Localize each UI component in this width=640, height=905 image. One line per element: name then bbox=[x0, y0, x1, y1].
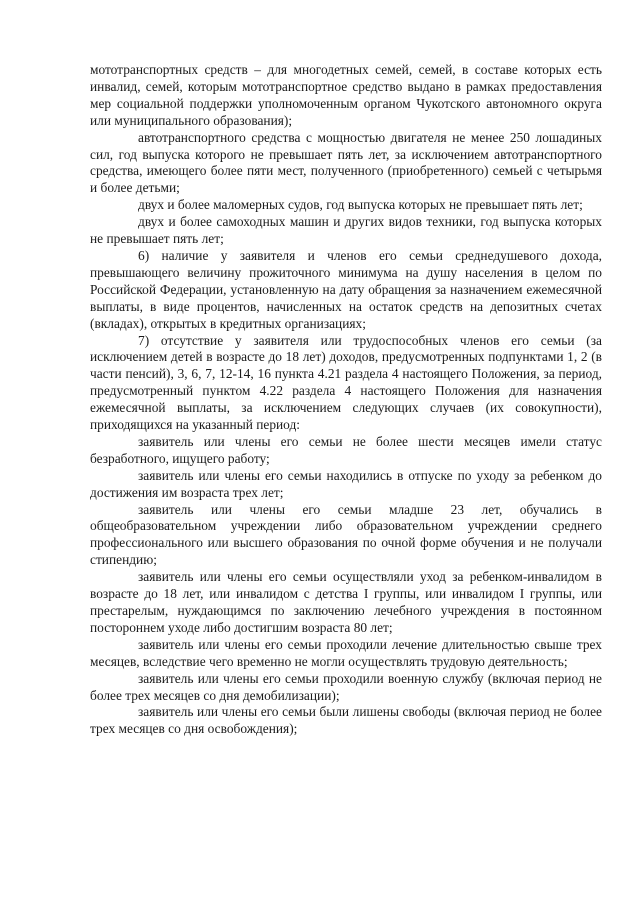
paragraph-small-vessels: двух и более маломерных судов, год выпуска которых не превышает пять лет; bbox=[138, 197, 583, 213]
paragraph-self-propelled-machines: двух и более самоходных машин и других видов техники, год выпуска которых не превышает пять лет; bbox=[90, 214, 602, 247]
paragraph-caregivers: заявитель или члены его семьи осуществляли уход за ребенком-инвалидом в возрасте до 18 лет, или инвалидом с детства I группы, или инвалидом I группы, или престарелым, нуждающимся по заключению лечебного учреждения в постоянном постороннем уходе либо достигшим возраста 80 лет; bbox=[90, 569, 602, 635]
paragraph-students: заявитель или члены его семьи младше 23 лет, обучались в общеобразовательном учреждении либо образовательном учреждении среднего профессионального или высшего образования по очной форме обучения и не получали стипендию; bbox=[90, 501, 602, 568]
paragraph-item-6-deposit-income: 6) наличие у заявителя и членов его семьи среднедушевого дохода, превышающего величину прожиточного минимума на душу населения в целом по Российской Федерации, установленную на дату обращения за назначением ежемесячной выплаты, в виде процентов, начисленных на остаток средств на депозитных счетах (вкладах), открытых в кредитных организациях; bbox=[90, 247, 602, 331]
paragraph-imprisonment: заявитель или члены его семьи были лишены свободы (включая период не более трех месяцев со дня освобождения); bbox=[90, 704, 602, 737]
paragraph-unemployed: заявитель или члены его семьи не более шести месяцев имели статус безработного, ищущего работу; bbox=[90, 433, 602, 466]
document-page bbox=[90, 62, 602, 738]
paragraph-item-7-no-income: 7) отсутствие у заявителя или трудоспособных членов его семьи (за исключением детей в возрасте до 18 лет) доходов, предусмотренных подпунктами 1, 2 (в части пенсий), 3, 6, 7, 12-14, 16 пункта 4.21 раздела 4 настоящего Положения, за период, предусмотренный пунктом 4.22 раздела 4 настоящего Положения для назначения ежемесячной выплаты, за исключением следующих случаев (их совокупности), приходящихся на указанный период: bbox=[90, 332, 602, 433]
paragraph-parental-leave: заявитель или члены его семьи находились в отпуске по уходу за ребенком до достижения им возраста трех лет; bbox=[90, 467, 602, 500]
paragraph-military-service: заявитель или члены его семьи проходили военную службу (включая период не более трех месяцев со дня демобилизации); bbox=[90, 670, 602, 703]
paragraph-mototransport: мототранспортных средств – для многодетных семей, семей, в составе которых есть инвалид, семей, которым мототранспортное средство выдано в рамках предоставления мер социальной поддержки уполномоченным органом Чукотского автономного округа или муниципального образования); bbox=[90, 62, 602, 128]
paragraph-medical-treatment: заявитель или члены его семьи проходили лечение длительностью свыше трех месяцев, вследствие чего временно не могли осуществлять трудовую деятельность; bbox=[90, 636, 602, 669]
paragraph-autotransport: автотранспортного средства с мощностью двигателя не менее 250 лошадиных сил, год выпуска которого не превышает пять лет, за исключением автотранспортного средства, имеющего более пяти мест, полученного (приобретенного) семьей с четырьмя и более детьми; bbox=[90, 129, 602, 196]
